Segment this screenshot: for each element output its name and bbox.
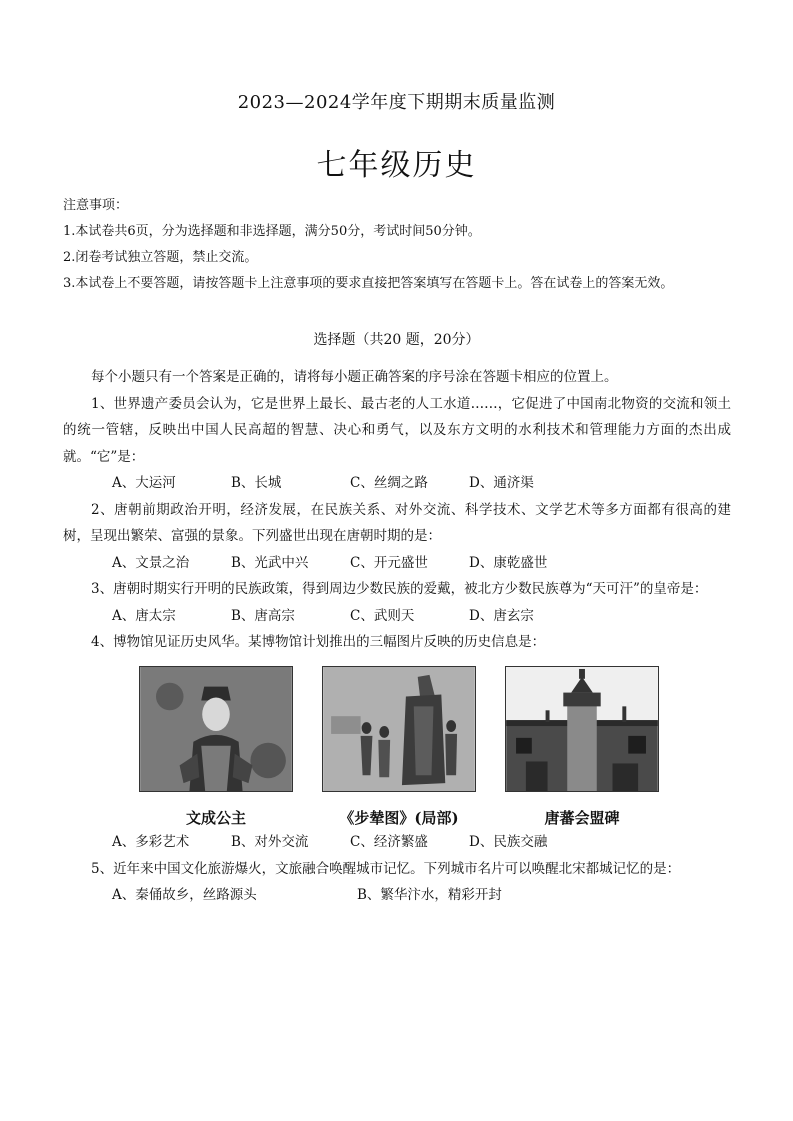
- option: B、唐高宗: [231, 607, 295, 624]
- option: B、光武中兴: [231, 554, 309, 571]
- question-1-stem: 1、世界遗产委员会认为，它是世界上最长、最古老的人工水道……，它促进了中国南北物资的交流和领土的统一管辖，反映出中国人民高超的智慧、决心和勇气，以及东方文明的水利技术和管理能力方面的杰出成就。“它”是：: [63, 395, 731, 465]
- question-5-stem: 5、近年来中国文化旅游爆火，文旅融合唤醒城市记忆。下列城市名片可以唤醒北宋都城记忆的是：: [91, 860, 681, 877]
- option: C、经济繁盛: [350, 834, 428, 850]
- question-3-options: [63, 603, 731, 630]
- question-5-options: [63, 882, 731, 909]
- notes-item: 3.本试卷上不要答题，请按答题卡上注意事项的要求直接把答案填写在答题卡上。答在试卷上的答案无效。: [63, 276, 674, 291]
- picture-caption: 文成公主: [185, 809, 246, 827]
- question-1-options: [63, 470, 731, 497]
- question-3-stem: 3、唐朝时期实行开明的民族政策，得到周边少数民族的爱戴，被北方少数民族尊为“天可汗”的皇帝是：: [91, 581, 708, 597]
- option: D、民族交融: [469, 834, 548, 850]
- option: C、开元盛世: [350, 554, 428, 571]
- question-2-stem: 2、唐朝前期政治开明，经济发展，在民族关系、对外交流、科学技术、文学艺术等多方面都有很高的建树，呈现出繁荣、富强的景象。下列盛世出现在唐朝时期的是：: [63, 501, 731, 544]
- option: A、文景之治: [112, 554, 190, 571]
- picture-caption: 《步辇图》(局部): [339, 809, 459, 827]
- option: A、唐太宗: [112, 607, 176, 624]
- option: D、通济渠: [469, 475, 534, 491]
- option: A、多彩艺术: [112, 834, 190, 850]
- option: C、武则天: [350, 607, 415, 624]
- option: D、康乾盛世: [469, 554, 548, 571]
- notes-heading: 注意事项：: [63, 198, 129, 213]
- question-4-options: [63, 829, 731, 856]
- notes-block: [63, 193, 763, 297]
- picture-stele: [505, 666, 659, 830]
- notes-item: 2.闭卷考试独立答题，禁止交流。: [63, 250, 258, 265]
- option: A、大运河: [112, 475, 176, 491]
- princess-portrait-image: [139, 666, 293, 792]
- option: B、繁华汴水，精彩开封: [357, 887, 502, 903]
- exam-title: 七年级历史: [316, 148, 477, 183]
- question-2-options: [63, 550, 731, 577]
- section-instruction: 每个小题只有一个答案是正确的，请将每小题正确答案的序号涂在答题卡相应的位置上。: [91, 369, 618, 385]
- bunian-painting-image: [322, 666, 476, 792]
- option: B、对外交流: [231, 834, 309, 850]
- option: C、丝绸之路: [350, 475, 428, 491]
- option: B、长城: [231, 475, 282, 491]
- picture-princess: [139, 666, 293, 830]
- questions-body: [63, 364, 731, 909]
- notes-item: 1.本试卷共6页，分为选择题和非选择题，满分50分，考试时间50分钟。: [63, 224, 481, 239]
- picture-caption: 唐蕃会盟碑: [544, 809, 620, 827]
- section-heading: 选择题（共20 题，20分）: [313, 332, 480, 348]
- option: A、秦俑故乡，丝路源头: [112, 887, 257, 903]
- question-4-stem: 4、博物馆见证历史风华。某博物馆计划推出的三幅图片反映的历史信息是：: [91, 634, 546, 650]
- question-4-pictures: [139, 666, 659, 830]
- option: D、唐玄宗: [469, 607, 534, 624]
- tang-tibet-stele-image: [505, 666, 659, 792]
- picture-bunian: [322, 666, 476, 830]
- exam-subtitle: 2023—2024学年度下期期末质量监测: [237, 92, 556, 113]
